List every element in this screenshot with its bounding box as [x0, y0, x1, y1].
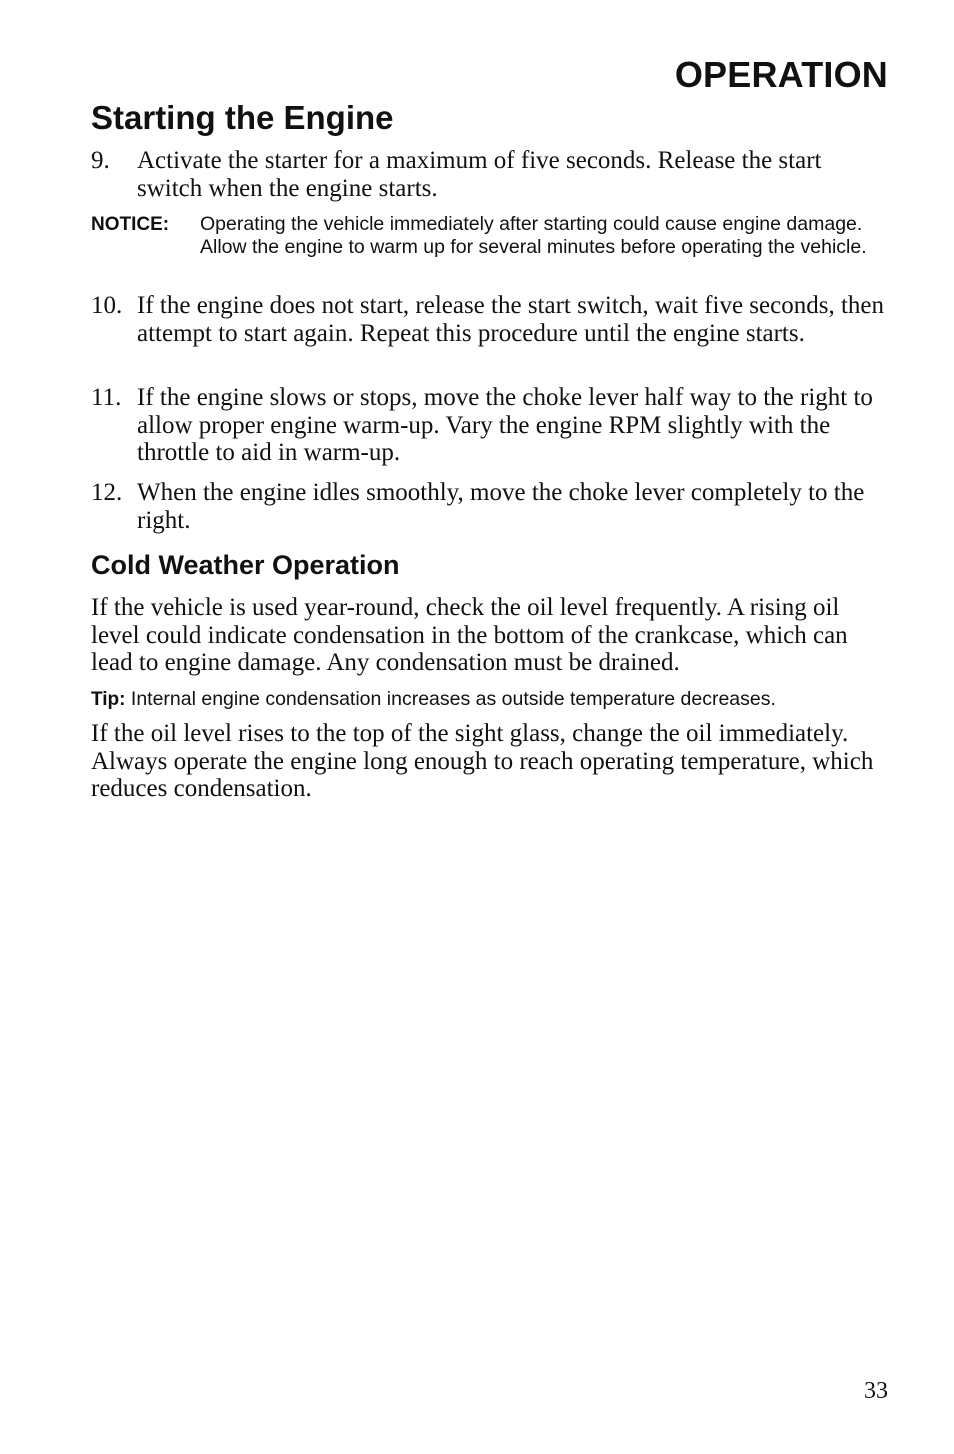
step-text: If the engine does not start, release the start switch, wait five seconds, then attempt to start again. Repeat this procedure until the engine starts.: [137, 292, 884, 347]
page-title: Starting the Engine: [91, 99, 394, 136]
step-number: 11.: [91, 384, 122, 411]
cold-weather-paragraph-1: If the vehicle is used year-round, check the oil level frequently. A rising oil level could indicate condensation in the bottom of the crankcase, which can lead to engine damage. Any condensation must be drained.: [91, 594, 848, 676]
page-number: 33: [864, 1378, 888, 1404]
list-item: [91, 147, 891, 202]
cold-weather-heading: Cold Weather Operation: [91, 550, 400, 580]
step-text: Activate the starter for a maximum of five seconds. Release the start switch when the engine starts.: [137, 147, 822, 202]
tip-label: Tip:: [91, 689, 126, 710]
notice-label: NOTICE:: [91, 214, 170, 235]
tip-note: [91, 688, 901, 711]
list-item: [91, 479, 891, 534]
cold-weather-paragraph-2: If the oil level rises to the top of the sight glass, change the oil immediately. Always operate the engine long enough to reach operating temperature, which reduces condensation.: [91, 720, 874, 802]
step-number: 10.: [91, 292, 123, 319]
notice-box: [91, 213, 891, 259]
section-header: OPERATION: [674, 54, 888, 95]
step-number: 12.: [91, 479, 123, 506]
list-item: [91, 292, 891, 347]
tip-text: Internal engine condensation increases as outside temperature decreases.: [130, 688, 776, 710]
step-number: 9.: [91, 147, 110, 174]
step-text: If the engine slows or stops, move the choke lever half way to the right to allow proper engine warm-up. Vary the engine RPM slightly with the throttle to aid in warm-up.: [137, 384, 873, 466]
step-text: When the engine idles smoothly, move the choke lever completely to the right.: [137, 479, 865, 534]
notice-text: Operating the vehicle immediately after starting could cause engine damage. Allow the engine to warm up for several minutes before operating the vehicle.: [200, 213, 867, 258]
list-item: [91, 384, 891, 467]
